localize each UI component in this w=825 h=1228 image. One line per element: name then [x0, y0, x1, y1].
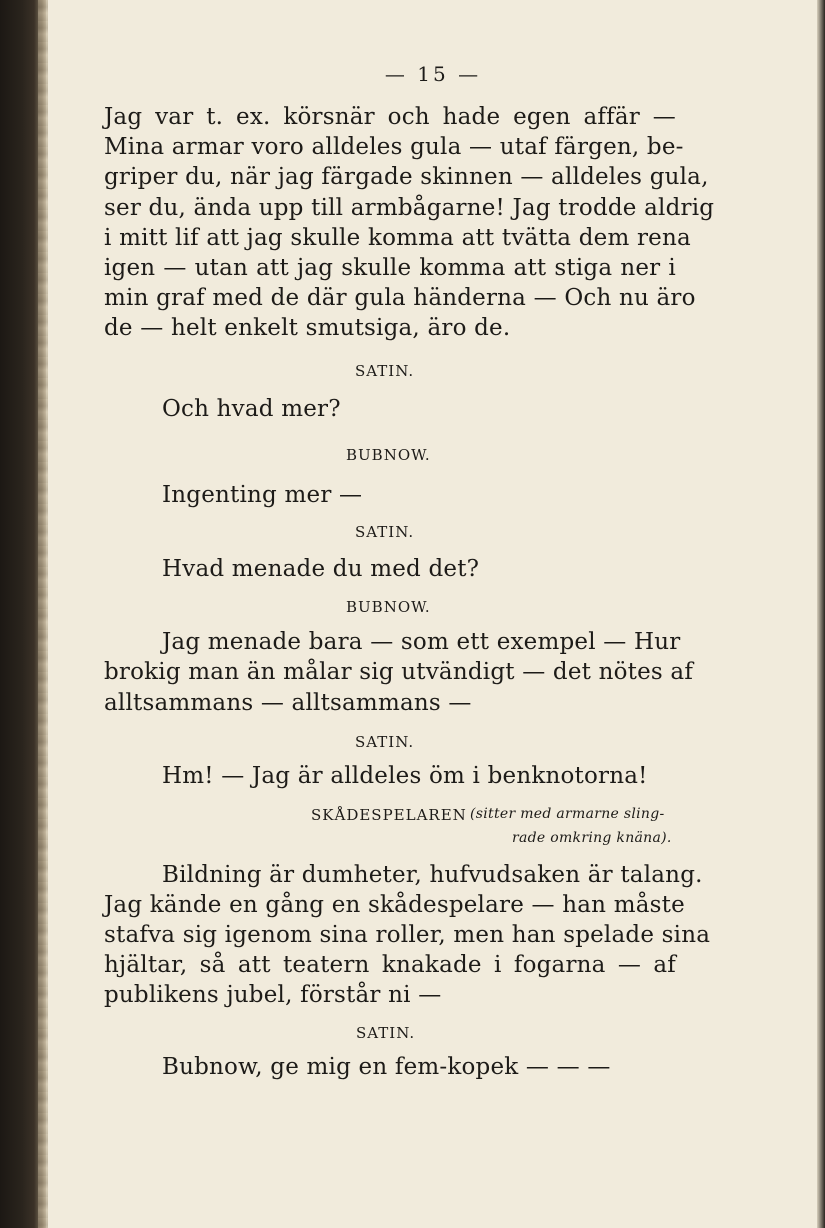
- speaker-name: SKÅDESPELAREN: [311, 806, 467, 824]
- page-right-edge: [817, 0, 825, 1228]
- text-line: alltsammans — alltsammans —: [104, 690, 472, 716]
- page-number: — 15 —: [384, 62, 482, 86]
- dialogue-line: Ingenting mer —: [162, 482, 363, 508]
- text-line: min graf med de där gula händerna — Och nu äro: [104, 285, 696, 311]
- speaker-name: SATIN.: [356, 1024, 416, 1042]
- dialogue-line: Och hvad mer?: [162, 396, 341, 422]
- speaker-name: SATIN.: [355, 523, 415, 541]
- stage-direction: rade omkring knäna).: [512, 830, 672, 846]
- text-line: Jag var t. ex. körsnär och hade egen affär —: [104, 104, 676, 130]
- text-line: Jag menade bara — som ett exempel — Hur: [162, 629, 681, 655]
- text-line: Mina armar voro alldeles gula — utaf färgen, be-: [104, 134, 684, 160]
- text-line: igen — utan att jag skulle komma att stiga ner i: [104, 255, 676, 281]
- text-line: ser du, ända upp till armbågarne! Jag trodde aldrig: [104, 195, 715, 221]
- dialogue-line: Hvad menade du med det?: [162, 556, 480, 582]
- text-line: Bildning är dumheter, hufvudsaken är talang.: [162, 862, 703, 888]
- page-gutter-edge: [38, 0, 48, 1228]
- text-line: stafva sig igenom sina roller, men han spelade sina: [104, 922, 711, 948]
- dialogue-line: Hm! — Jag är alldeles öm i benknotorna!: [162, 763, 648, 789]
- text-line: publikens jubel, förstår ni —: [104, 982, 442, 1008]
- speaker-name: SATIN.: [355, 733, 415, 751]
- text-line: griper du, när jag färgade skinnen — alldeles gula,: [104, 164, 709, 190]
- text-line: brokig man än målar sig utvändigt — det nötes af: [104, 659, 694, 685]
- dialogue-line: Bubnow, ge mig en fem-kopek — — —: [162, 1054, 611, 1080]
- text-line: de — helt enkelt smutsiga, äro de.: [104, 315, 511, 341]
- speaker-name: BUBNOW.: [346, 598, 431, 616]
- stage-direction: (sitter med armarne sling-: [470, 806, 665, 822]
- text-line: i mitt lif att jag skulle komma att tvätta dem rena: [104, 225, 691, 251]
- speaker-name: SATIN.: [355, 362, 415, 380]
- speaker-name: BUBNOW.: [346, 446, 431, 464]
- text-line: Jag kände en gång en skådespelare — han måste: [104, 892, 685, 918]
- text-line: hjältar, så att teatern knakade i fogarna — af: [104, 952, 676, 978]
